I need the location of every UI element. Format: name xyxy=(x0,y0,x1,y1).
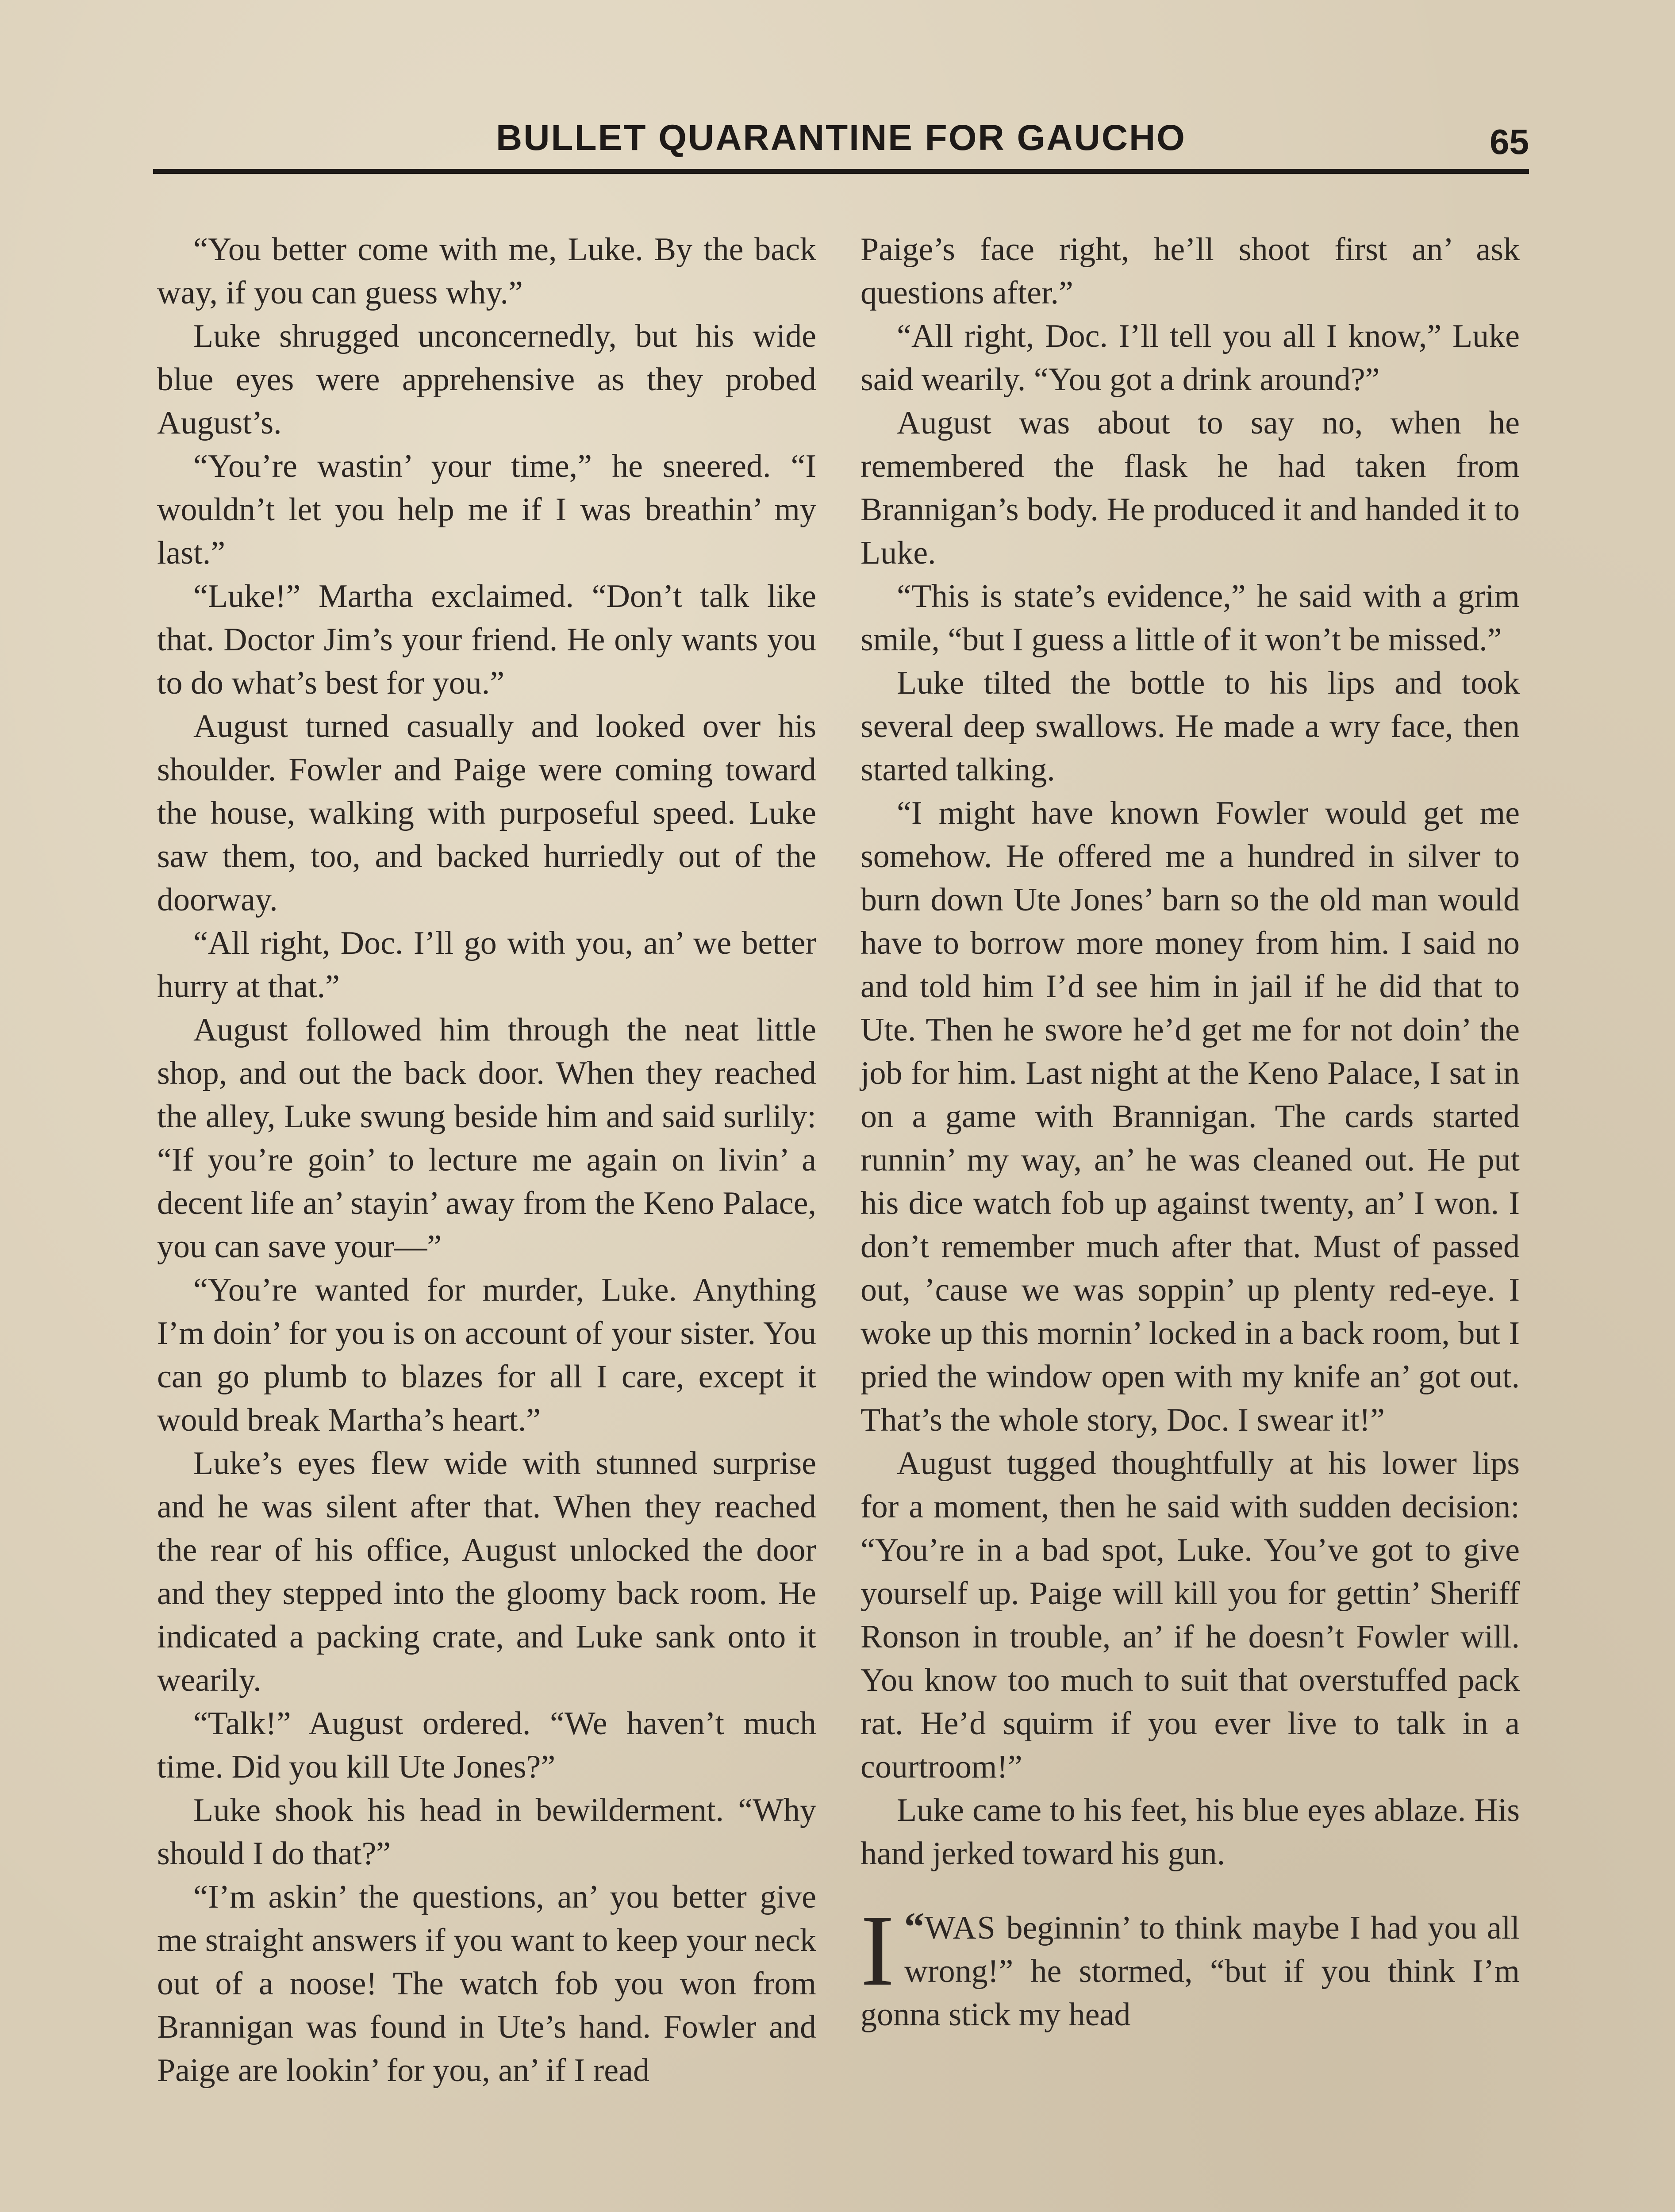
paragraph: Luke shrugged unconcernedly, but his wide blue eyes were apprehensive as they probed August’s. xyxy=(157,318,816,441)
dropcap-open-quote: “ xyxy=(904,1904,925,1949)
paragraph: “You better come with me, Luke. By the back way, if you can guess why.” xyxy=(157,231,816,311)
paragraph: “I’m askin’ the questions, an’ you better give me straight answers if you want to keep your neck out of a noose! The watch fob you won from Brannigan was found in Ute’s hand. Fowler and Paige are lookin’ for you, an’ if I read xyxy=(157,1879,816,2089)
paragraph: August followed him through the neat little shop, and out the back door. When they reached the alley, Luke swung beside him and said surlily: “If you’re goin’ to lecture me again on livin’ a decent life an’ stayin’ away from the Keno Palace, you can save your—” xyxy=(157,1012,816,1265)
paragraph: “I might have known Fowler would get me somehow. He offered me a hundred in silver to burn down Ute Jones’ barn so the old man would have to borrow more money from him. I said no and told him I’d see him in jail if he did that to Ute. Then he swore he’d get me for not doin’ the job for him. Last night at the Keno Palace, I sat in on a game with Brannigan. The cards started runnin’ my way, an’ he was cleaned out. He put his dice watch fob up against twenty, an’ I won. I don’t remember much after that. Must of passed out, ’cause we was soppin’ up plenty red-eye. I woke up this mornin’ locked in a back room, but I pried the window open with my knife an’ got out. That’s the whole story, Doc. I swear it!” xyxy=(861,795,1520,1438)
paragraph: Luke’s eyes flew wide with stunned surprise and he was silent after that. When they reached the rear of his office, August unlocked the door and they stepped into the gloomy back room. He indicated a packing crate, and Luke sank onto it wearily. xyxy=(157,1445,816,1698)
page-number: 65 xyxy=(1490,122,1529,161)
dropcap-initial: I xyxy=(861,1894,895,2007)
dropcap-paragraph xyxy=(861,1894,1520,2036)
paragraph: August tugged thoughtfully at his lower lips for a moment, then he said with sudden decision: “You’re in a bad spot, Luke. You’ve got to give yourself up. Paige will kill you for gettin’ Sheriff Ronson in trouble, an’ if he doesn’t Fowler will. You know too much to suit that overstuffed pack rat. He’d squirm if you ever live to talk in a courtroom!” xyxy=(861,1445,1520,1785)
dropcap-text: beginnin’ to think maybe I had you all wrong!” he stormed, “but if you think I’m gonna stick my head xyxy=(861,1910,1520,2033)
paragraph: August was about to say no, when he remembered the flask he had taken from Brannigan’s body. He produced it and handed it to Luke. xyxy=(861,405,1520,571)
paragraph: “Luke!” Martha exclaimed. “Don’t talk like that. Doctor Jim’s your friend. He only wants you to do what’s best for you.” xyxy=(157,578,816,701)
paragraph: “This is state’s evidence,” he said with a grim smile, “but I guess a little of it won’t be missed.” xyxy=(861,578,1520,658)
paragraph: Luke tilted the bottle to his lips and took several deep swallows. He made a wry face, then started talking. xyxy=(861,665,1520,788)
header-rule xyxy=(153,169,1529,174)
running-title: BULLET QUARANTINE FOR GAUCHO xyxy=(496,118,1186,158)
paragraph: “All right, Doc. I’ll tell you all I know,” Luke said wearily. “You got a drink around?” xyxy=(861,318,1520,398)
paragraph: “All right, Doc. I’ll go with you, an’ we better hurry at that.” xyxy=(157,925,816,1005)
paragraph-continued: Paige’s face right, he’ll shoot first an’ ask questions after.” xyxy=(861,231,1520,311)
page-header xyxy=(153,113,1529,170)
right-column xyxy=(861,228,1520,2036)
paragraph: “Talk!” August ordered. “We haven’t much time. Did you kill Ute Jones?” xyxy=(157,1705,816,1785)
paragraph: Luke came to his feet, his blue eyes ablaze. His hand jerked toward his gun. xyxy=(861,1792,1520,1872)
dropcap-lead-caps: WAS xyxy=(924,1910,996,1946)
paragraph: “You’re wastin’ your time,” he sneered. “I wouldn’t let you help me if I was breathin’ my last.” xyxy=(157,448,816,571)
paragraph: “You’re wanted for murder, Luke. Anything I’m doin’ for you is on account of your sister. You can go plumb to blazes for all I care, except it would break Martha’s heart.” xyxy=(157,1272,816,1438)
paragraph: Luke shook his head in bewilderment. “Why should I do that?” xyxy=(157,1792,816,1872)
left-column xyxy=(157,228,816,2092)
paragraph: August turned casually and looked over his shoulder. Fowler and Paige were coming toward the house, walking with purposeful speed. Luke saw them, too, and backed hurriedly out of the doorway. xyxy=(157,708,816,918)
